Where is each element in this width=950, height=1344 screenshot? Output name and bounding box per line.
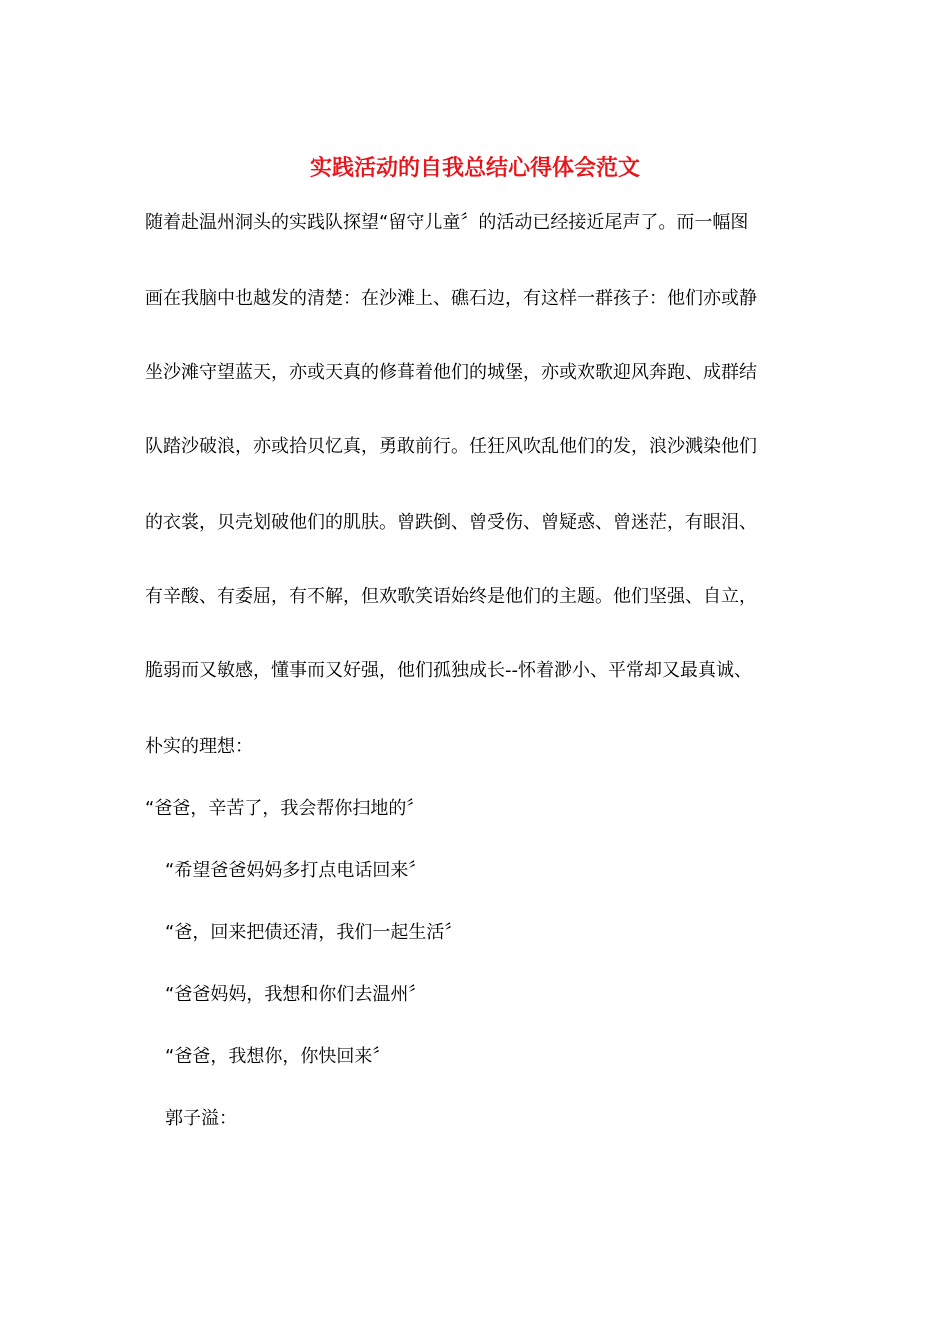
paragraph-line: 有辛酸、有委屈，有不解，但欢歌笑语始终是他们的主题。他们坚强、自立，: [145, 586, 757, 607]
quote-item: “爸爸，我想你，你快回来〞: [165, 1046, 391, 1067]
quote-item: “希望爸爸妈妈多打点电话回来〞: [165, 860, 427, 881]
paragraph-line: 脆弱而又敏感，懂事而又好强，他们孤独成长--怀着渺小、平常却又最真诚、: [145, 660, 752, 681]
paragraph-line: 的衣裳，贝壳划破他们的肌肤。曾跌倒、曾受伤、曾疑惑、曾迷茫，有眼泪、: [145, 512, 757, 533]
quote-item: “爸，回来把债还清，我们一起生活〞: [165, 922, 463, 943]
closing-name: 郭子溢：: [165, 1108, 237, 1129]
paragraph-line: 队踏沙破浪，亦或拾贝忆真，勇敢前行。任狂风吹乱他们的发，浪沙溅染他们: [145, 436, 757, 457]
paragraph-line: 朴实的理想：: [145, 736, 253, 757]
quote-item: “爸爸妈妈，我想和你们去温州〞: [165, 984, 427, 1005]
paragraph-line: 坐沙滩守望蓝天，亦或天真的修葺着他们的城堡，亦或欢歌迎风奔跑、成群结: [145, 362, 757, 383]
paragraph-line: 随着赴温州洞头的实践队探望“留守儿童〞的活动已经接近尾声了。而一幅图: [145, 212, 749, 233]
quote-item: “爸爸，辛苦了，我会帮你扫地的〞: [145, 798, 425, 819]
paragraph-line: 画在我脑中也越发的清楚：在沙滩上、礁石边，有这样一群孩子：他们亦或静: [145, 288, 757, 309]
document-title: 实践活动的自我总结心得体会范文: [309, 155, 640, 181]
